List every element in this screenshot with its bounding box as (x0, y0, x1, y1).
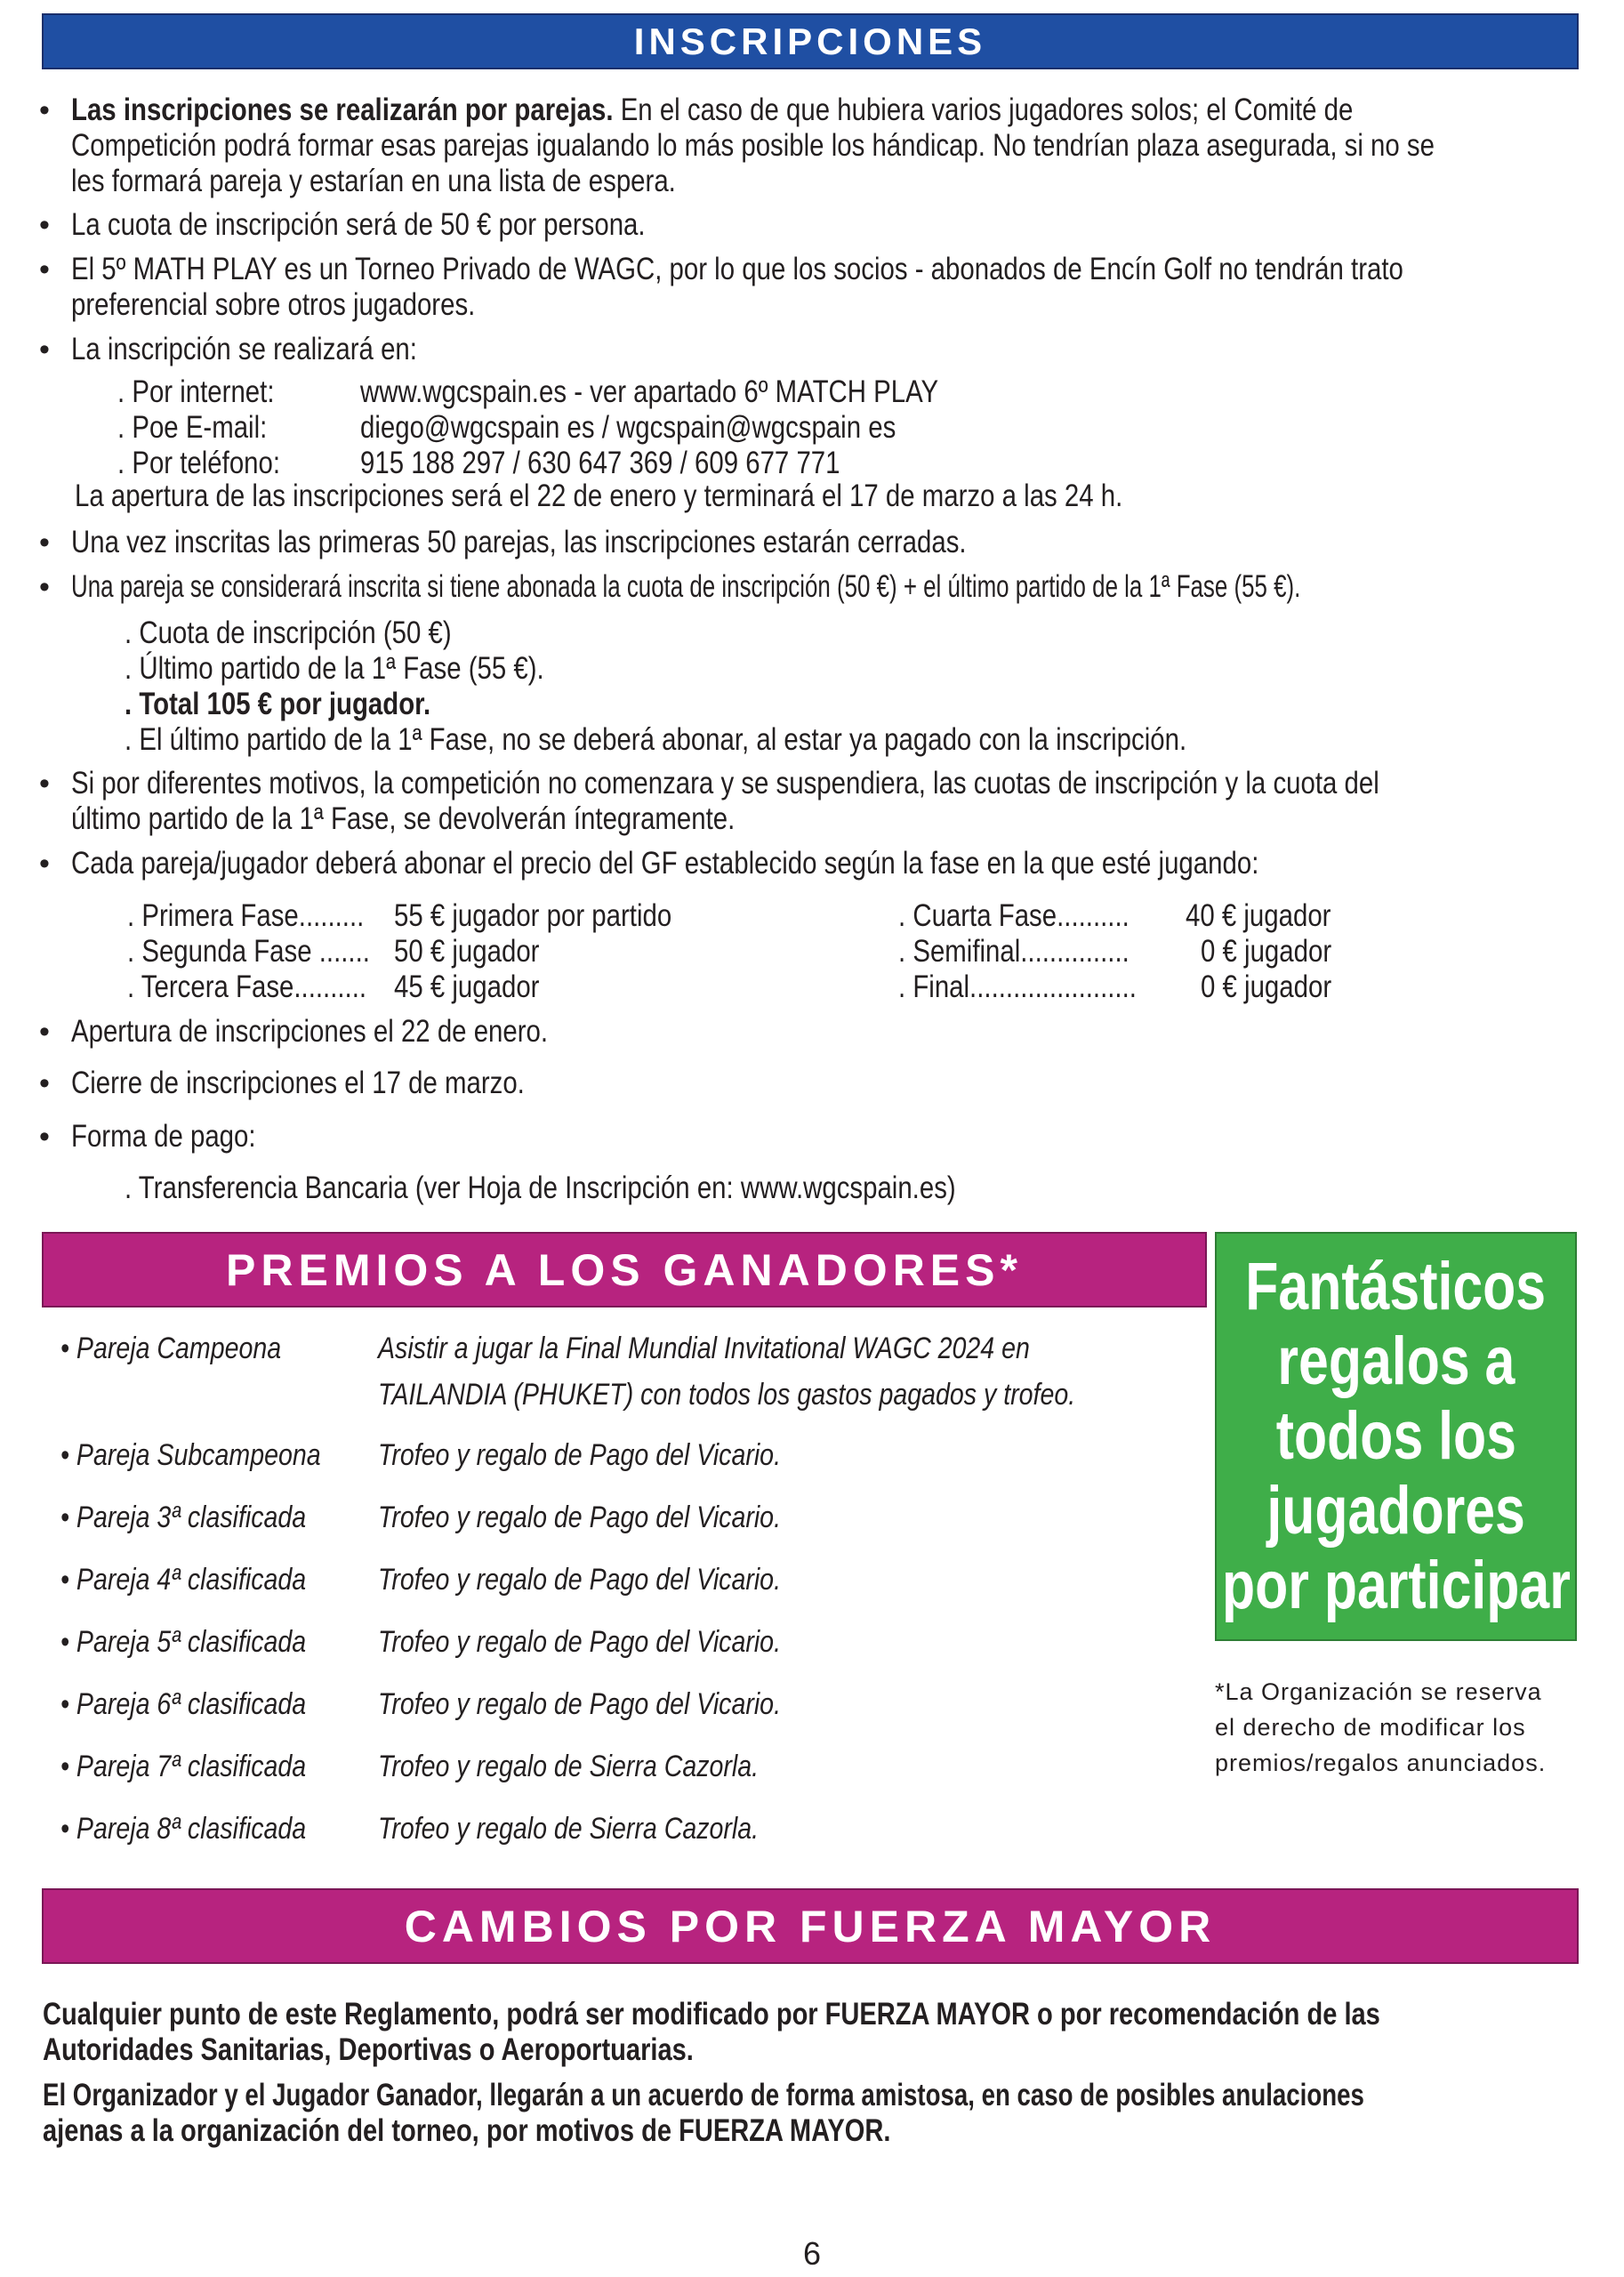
bullet-pareja-inscrita: • Una pareja se considerará inscrita si tiene abonada la cuota de inscripción (50 €) + el último partido de la 1ª Fase (55 €). (71, 569, 1624, 605)
ultimo-partido-nota: . El último partido de la 1ª Fase, no se deberá abonar, al estar ya pagado con la inscripción. (125, 722, 1187, 757)
bullet-match-play: • El 5º MATH PLAY es un Torneo Privado de WAGC, por lo que los socios - abonados de Encín Golf no tendrán trato (71, 252, 1624, 287)
bullet-precio-gf: • Cada pareja/jugador deberá abonar el precio del GF establecido según la fase en la que esté jugando: (71, 846, 1485, 881)
bullet-match-play-line2: preferencial sobre otros jugadores. (71, 287, 476, 322)
method-label-telefono: . Por teléfono: (117, 446, 281, 480)
prize-label-subcampeona: • Pareja Subcampeona (60, 1438, 321, 1472)
promo-line: todos los (1275, 1398, 1516, 1474)
fee-label-primera: . Primera Fase......... (127, 898, 365, 933)
prize-label-3: • Pareja 3ª clasificada (60, 1501, 307, 1534)
prize-text-campeona-line2: TAILANDIA (PHUKET) con todos los gastos pagados y trofeo. (378, 1378, 1076, 1412)
cambios-p1-line1: Cualquier punto de este Reglamento, podrá ser modificado por FUERZA MAYOR o por recomendación de las (43, 1997, 1380, 2032)
total-detail: . Total 105 € por jugador. (125, 687, 431, 721)
promo-line: Fantásticos (1245, 1249, 1547, 1324)
bullet-cierre-fecha: • Cierre de inscripciones el 17 de marzo. (71, 1066, 611, 1101)
bullet-parejas: • Las inscripciones se realizarán por parejas. En el caso de que hubiera varios jugadores solos; el Comité de (71, 93, 1597, 128)
ultimo-partido-detail: . Último partido de la 1ª Fase (55 €). (125, 651, 544, 686)
fee-label-segunda: . Segunda Fase ....... (127, 934, 370, 969)
fee-value-segunda: 50 € jugador (394, 934, 540, 969)
prize-label-7: • Pareja 7ª clasificada (60, 1750, 307, 1783)
method-label-internet: . Por internet: (117, 374, 275, 409)
bullet-devolucion: • Si por diferentes motivos, la competición no comenzara y se suspendiera, las cuotas de inscripción y la cuota del (71, 766, 1624, 801)
prize-text-subcampeona: Trofeo y regalo de Pago del Vicario. (378, 1438, 782, 1472)
note-line: *La Organización se reserva (1215, 1678, 1542, 1705)
fee-value-final: 0 € jugador (1201, 970, 1332, 1004)
prize-text-campeona: Asistir a jugar la Final Mundial Invitational WAGC 2024 en (378, 1332, 1030, 1365)
bullet-inscripcion-en: • La inscripción se realizará en: (71, 332, 483, 367)
fee-label-final: . Final....................... (898, 970, 1137, 1004)
method-value-internet: www.wgcspain.es - ver apartado 6º MATCH PLAY (360, 374, 939, 409)
promo-regalos-box (1215, 1232, 1577, 1641)
note-line: premios/regalos anunciados. (1215, 1750, 1547, 1776)
method-label-email: . Poe E-mail: (117, 410, 268, 445)
method-value-email: diego@wgcspain es / wgcspain@wgcspain es (360, 410, 896, 445)
prize-text-4: Trofeo y regalo de Pago del Vicario. (378, 1563, 782, 1597)
cambios-p2-line2: ajenas a la organización del torneo, por motivos de FUERZA MAYOR. (43, 2113, 891, 2148)
bullet-parejas-line2: Competición podrá formar esas parejas igualando lo más posible los hándicap. No tendrían plaza asegurada, si no se (71, 128, 1435, 163)
prize-text-7: Trofeo y regalo de Sierra Cazorla. (378, 1750, 760, 1783)
prize-text-5: Trofeo y regalo de Pago del Vicario. (378, 1625, 782, 1659)
prize-label-5: • Pareja 5ª clasificada (60, 1625, 307, 1659)
note-line: el derecho de modificar los (1215, 1714, 1526, 1741)
cambios-p1-line2: Autoridades Sanitarias, Deportivas o Aeroportuarias. (43, 2032, 694, 2067)
promo-line: por participar (1221, 1548, 1571, 1623)
cuota-detail: . Cuota de inscripción (50 €) (125, 616, 452, 650)
prize-text-3: Trofeo y regalo de Pago del Vicario. (378, 1501, 782, 1534)
promo-line: jugadores (1266, 1473, 1525, 1549)
prize-text-8: Trofeo y regalo de Sierra Cazorla. (378, 1812, 760, 1846)
fee-label-cuarta: . Cuarta Fase.......... (898, 898, 1130, 933)
apertura-text: La apertura de las inscripciones será el 22 de enero y terminará el 17 de marzo a las 24 h. (75, 479, 1123, 513)
bullet-50-parejas: • Una vez inscritas las primeras 50 parejas, las inscripciones estarán cerradas. (71, 525, 1137, 560)
premios-heading: PREMIOS A LOS GANADORES* (42, 1232, 1207, 1307)
prize-label-campeona: • Pareja Campeona (60, 1332, 282, 1365)
fee-value-primera: 55 € jugador por partido (394, 898, 672, 933)
fee-value-tercera: 45 € jugador (394, 970, 540, 1004)
inscripciones-heading: INSCRIPCIONES (42, 13, 1579, 69)
prize-text-6: Trofeo y regalo de Pago del Vicario. (378, 1687, 782, 1721)
fee-label-semifinal: . Semifinal............... (898, 934, 1130, 969)
cambios-heading: CAMBIOS POR FUERZA MAYOR (42, 1888, 1579, 1964)
organizacion-note (1215, 1674, 1580, 1781)
bullet-devolucion-line2: último partido de la 1ª Fase, se devolverán íntegramente. (71, 801, 736, 836)
prize-label-6: • Pareja 6ª clasificada (60, 1687, 307, 1721)
bullet-forma-pago: • Forma de pago: (71, 1119, 291, 1155)
fee-label-tercera: . Tercera Fase.......... (127, 970, 367, 1004)
page-number: 6 (802, 2235, 822, 2272)
cambios-p2-line1: El Organizador y el Jugador Ganador, llegarán a un acuerdo de forma amistosa, en caso de posibles anulaciones (43, 2078, 1364, 2112)
method-value-telefono: 915 188 297 / 630 647 369 / 609 677 771 (360, 446, 840, 480)
fee-value-semifinal: 0 € jugador (1201, 934, 1332, 969)
promo-line: regalos a (1276, 1324, 1515, 1399)
transferencia-text: . Transferencia Bancaria (ver Hoja de Inscripción en: www.wgcspain.es) (125, 1171, 956, 1205)
prize-label-4: • Pareja 4ª clasificada (60, 1563, 307, 1597)
prize-label-8: • Pareja 8ª clasificada (60, 1812, 307, 1846)
bullet-cuota: • La cuota de inscripción será de 50 € por persona. (71, 207, 755, 243)
bullet-parejas-line3: les formará pareja y estarían en una lista de espera. (71, 164, 676, 198)
bullet-apertura-fecha: • Apertura de inscripciones el 22 de enero. (71, 1014, 639, 1050)
fee-value-cuarta: 40 € jugador (1186, 898, 1331, 933)
